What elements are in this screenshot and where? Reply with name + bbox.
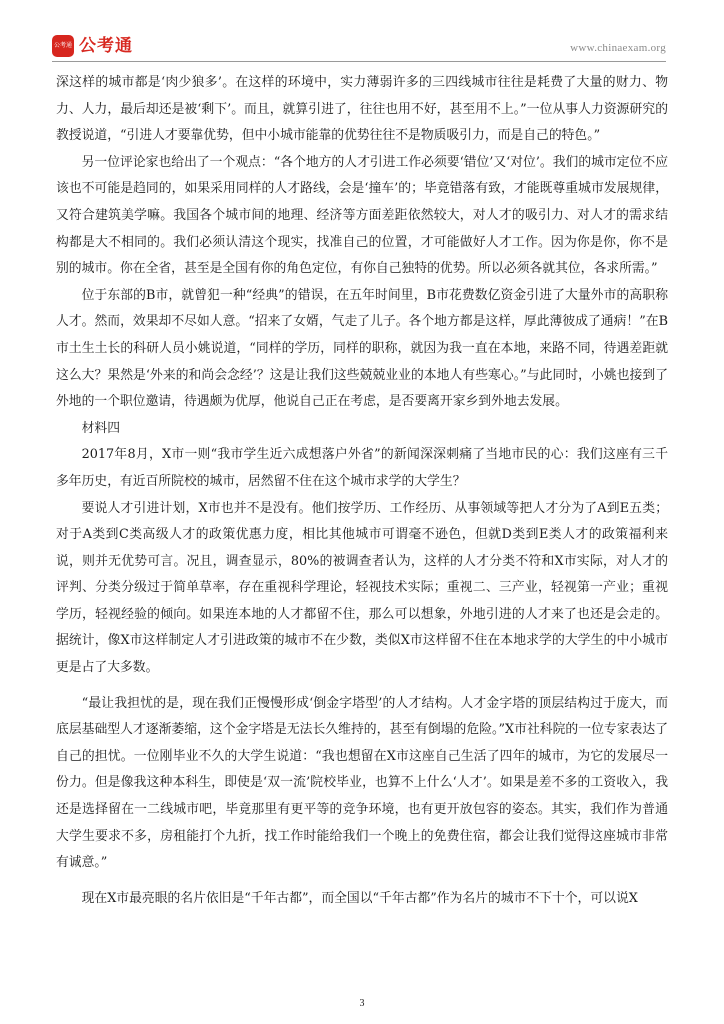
header-divider xyxy=(52,61,666,62)
site-url: www.chinaexam.org xyxy=(570,42,666,54)
paragraph-material4-news: 2017年8月，X市一则“我市学生近六成想落户外省”的新闻深深刺痛了当地市民的心：我们这座有三千多年历史，有近百所院校的城市，居然留不住在这个城市求学的大学生？ xyxy=(56,447,668,489)
logo-name: 公考通 xyxy=(79,36,133,56)
paragraph-gap xyxy=(56,682,668,691)
paragraph-commentator-view: 另一位评论家也给出了一个观点：“各个地方的人才引进工作必须要‘错位’又‘对位’。我们的城市定位不应该也不可能是趋同的，如果采用同样的人才路线，会是‘撞车’的；毕竟错落有致，才能既尊重城市发展规律，又符合建筑美学嘛。我国各个城市间的地理、经济等方面差距依然较大，对人才的吸引力、对人才的需求结构都是大不相同的。我们必须认清这个现实，找准自己的位置，才可能做好人才工作。因为你是你，你不是别的城市。你在全省，甚至是全国有你的角色定位，有你自己独特的优势。所以必须各就其位，各求所需。” xyxy=(56,154,668,277)
paragraph-continuation: 深这样的城市都是‘肉少狼多’。在这样的环境中，实力薄弱许多的三四线城市往往是耗费了大量的财力、物力、人力，最后却还是被‘剩下’。而且，就算引进了，往往也用不好，甚至用不上。”一位从事人力资源研究的教授说道，“引进人才要靠优势，但中小城市能靠的优势往往不是物质吸引力，而是自己的特色。” xyxy=(56,75,668,144)
paragraph-material4-expert: “最让我担忧的是，现在我们正慢慢形成‘倒金字塔型’的人才结构。人才金字塔的顶层结构过于庞大，而底层基础型人才逐渐萎缩，这个金字塔是无法长久维持的，甚至有倒塌的危险。”X市社科院的一位专家表达了自己的担忧。一位刚毕业不久的大学生说道：“我也想留在X市这座自己生活了四年的城市，为它的发展尽一份力。但是像我这种本科生，即使是‘双一流’院校毕业，也算不上什么‘人才’。如果是差不多的工资收入，我还是选择留在一二线城市吧，毕竟那里有更平等的竞争环境，也有更开放包容的姿态。其实，我们作为普通大学生要求不多，房租能打个九折，找工作时能给我们一个晚上的免费住宿，都会让我们觉得这座城市非常有诚意。” xyxy=(56,695,668,871)
brand-logo xyxy=(52,34,133,58)
page-number: 3 xyxy=(359,998,365,1009)
logo-mark-icon: 公考通 xyxy=(52,35,74,57)
page-header xyxy=(52,34,666,60)
section-title-material-4: 材料四 xyxy=(81,420,120,436)
paragraph-material4-city-card: 现在X市最亮眼的名片依旧是“千年古都”，而全国以“千年古都”作为名片的城市不下十个，可以说X xyxy=(81,890,638,906)
paragraph-material4-policy: 要说人才引进计划，X市也并不是没有。他们按学历、工作经历、从事领域等把人才分为了A到E五类；对于A类到C类高级人才的政策优惠力度，相比其他城市可谓毫不逊色，但就D类到E类人才的政策福利来说，则并无优势可言。况且，调查显示，80%的被调查者认为，这样的人才分类不符和X市实际，对人才的评判、分类分级过于简单草率，存在重视科学理论，轻视技术实际；重视二、三产业，轻视第一产业；重视学历，轻视经验的倾向。如果连本地的人才都留不住，那么可以想象，外地引进的人才来了也还是会走的。据统计，像X市这样制定人才引进政策的城市不在少数，类似X市这样留不住在本地求学的大学生的中小城市更是占了大多数。 xyxy=(56,500,668,676)
paragraph-city-b: 位于东部的B市，就曾犯一种“经典”的错误，在五年时间里，B市花费数亿资金引进了大量外市的高职称人才。然而，效果却不尽如人意。“招来了女婿，气走了儿子。各个地方都是这样，厚此薄彼成了通病！”在B市土生土长的科研人员小姚说道，“同样的学历，同样的职称，就因为我一直在本地，来路不同，待遇差距就这么大？果然是‘外来的和尚会念经’？这是让我们这些兢兢业业的本地人有些寒心。”与此同时，小姚也接到了外地的一个职位邀请，待遇颇为优厚，他说自己正在考虑，是否要离开家乡到外地去发展。 xyxy=(56,287,668,410)
document-body xyxy=(56,70,668,912)
paragraph-gap xyxy=(56,877,668,886)
